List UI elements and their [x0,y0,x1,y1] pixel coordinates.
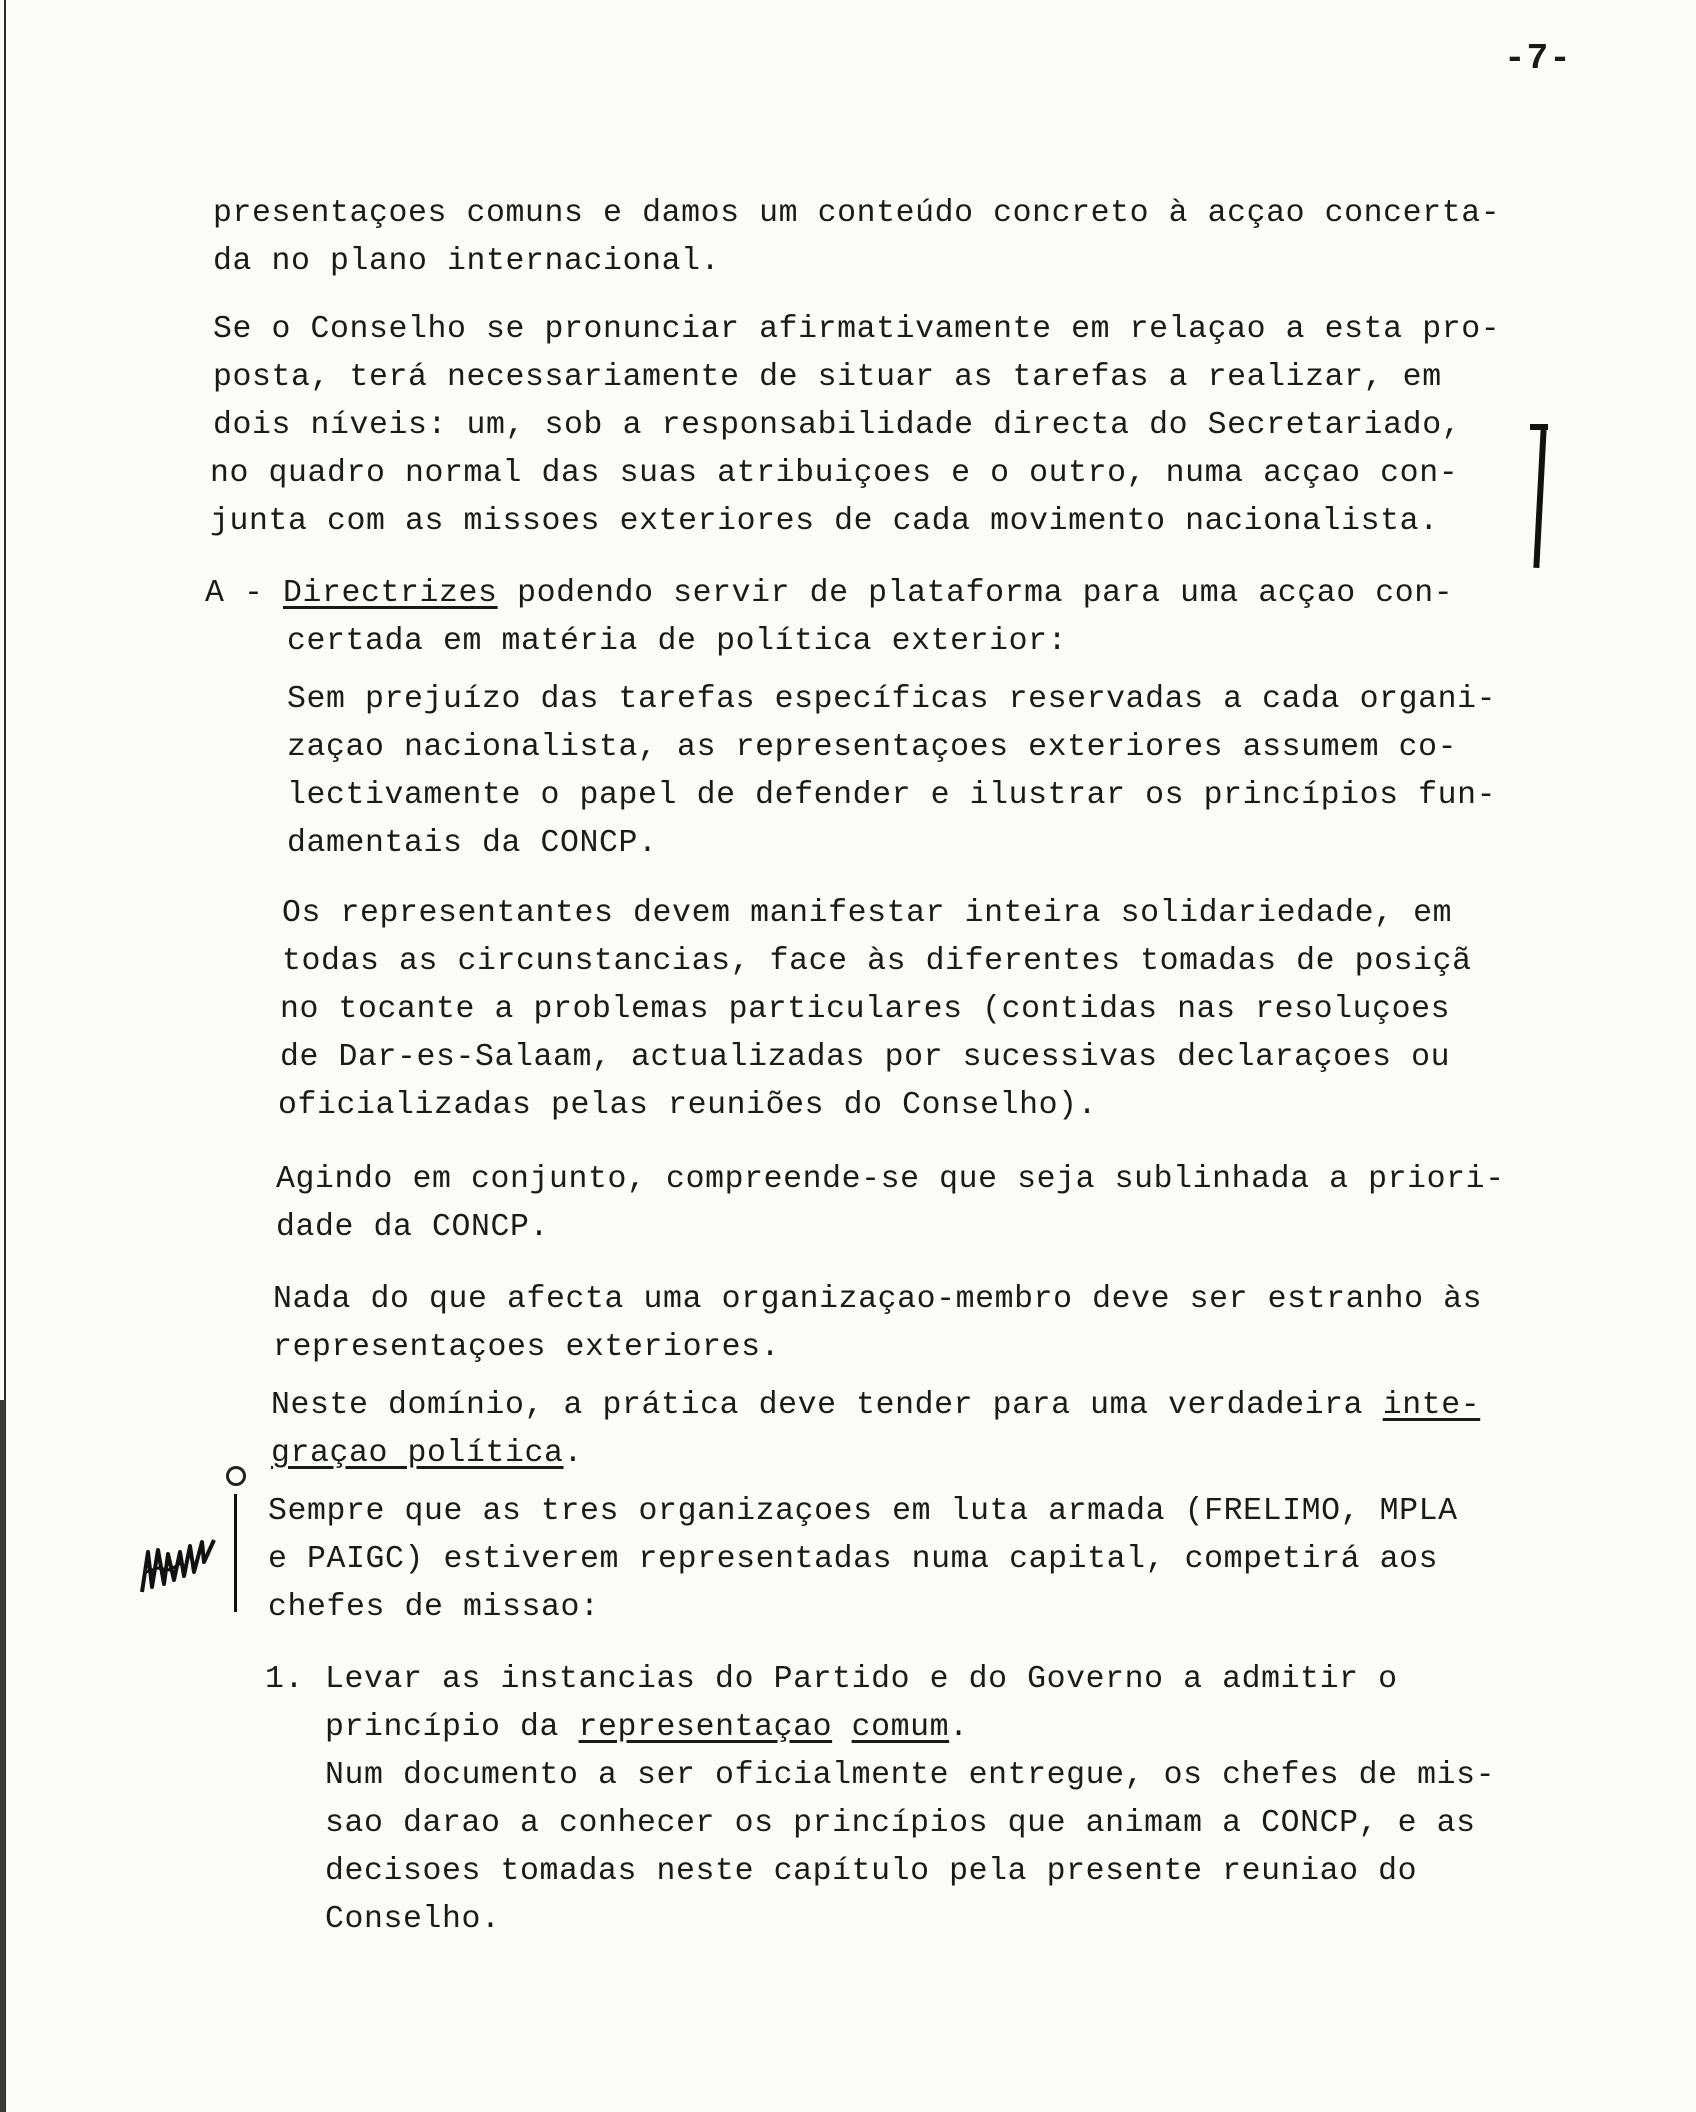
section-a-heading-rest: podendo servir de plataforma para uma acçao con- [497,576,1454,611]
underlined-text: representaçao [578,1710,833,1745]
paragraph-line: Sem prejuízo das tarefas específicas reservadas a cada organi- [287,682,1497,717]
list-item-line: sao darao a conhecer os princípios que animam a CONCP, e as [325,1806,1476,1841]
list-item-number: 1. [265,1662,305,1697]
paragraph-line: todas as circunstancias, face às diferentes tomadas de posiçã [282,944,1472,979]
paragraph-line: no quadro normal das suas atribuiçoes e o outro, numa acçao con- [210,456,1459,491]
intro-line: da no plano internacional. [213,244,721,279]
section-a-heading: Directrizes [283,576,498,611]
page-number: -7- [1504,38,1572,79]
section-a-heading-line [205,578,1453,610]
section-a-marker: A - [205,576,264,611]
text-span: . [949,1710,969,1745]
paragraph-line: lectivamente o papel de defender e ilustrar os princípios fun- [287,778,1497,813]
paragraph-line: posta, terá necessariamente de situar as tarefas a realizar, em [213,360,1442,395]
paragraph-line: junta com as missoes exteriores de cada movimento nacionalista. [210,504,1439,539]
paragraph-line: de Dar-es-Salaam, actualizadas por sucessivas declaraçoes ou [280,1040,1451,1075]
margin-vertical-mark [234,1494,237,1612]
handwritten-initials [138,1532,228,1602]
paragraph-line: representaçoes exteriores. [273,1330,781,1365]
paragraph-line: Os representantes devem manifestar inteira solidariedade, em [282,896,1453,931]
paragraph-line: Sempre que as tres organizaçoes em luta armada (FRELIMO, MPLA [268,1494,1458,1529]
paragraph-line: no tocante a problemas particulares (contidas nas resoluçoes [280,992,1451,1027]
underlined-text: graçao política [271,1436,564,1471]
paragraph-line: zaçao nacionalista, as representaçoes exteriores assumem co- [287,730,1458,765]
margin-bar-mark [1533,428,1546,568]
list-item-line: Levar as instancias do Partido e do Governo a admitir o [325,1662,1398,1697]
text-span [832,1710,852,1745]
underlined-text: comum [851,1710,950,1745]
list-item-line: decisoes tomadas neste capítulo pela presente reuniao do [325,1854,1418,1889]
paragraph-line: Agindo em conjunto, compreende-se que seja sublinhada a priori- [276,1162,1505,1197]
intro-line: presentaçoes comuns e damos um conteúdo concreto à acçao concerta- [213,196,1501,231]
list-item-line [325,1712,969,1744]
text-span: . [563,1436,584,1471]
text-span: Neste domínio, a prática deve tender para uma verdadeira [271,1388,1383,1423]
list-item-line: Conselho. [325,1902,501,1937]
scan-edge-shadow [0,1400,5,2112]
paragraph-line: oficializadas pelas reuniões do Conselho). [278,1088,1098,1123]
section-a-line: certada em matéria de política exterior: [287,624,1068,659]
paragraph-line: chefes de missao: [268,1590,600,1625]
list-item-line: Num documento a ser oficialmente entregue, os chefes de mis- [325,1758,1496,1793]
paragraph-line: dois níveis: um, sob a responsabilidade directa do Secretariado, [213,408,1462,443]
margin-circle-mark [226,1466,246,1486]
paragraph-line: e PAIGC) estiverem representadas numa capital, competirá aos [268,1542,1439,1577]
paragraph-line [271,1390,1480,1422]
text-span: princípio da [325,1710,579,1745]
paragraph-line: damentais da CONCP. [287,826,658,861]
paragraph-line: Se o Conselho se pronunciar afirmativamente em relaçao a esta pro- [213,312,1501,347]
paragraph-line: dade da CONCP. [276,1210,550,1245]
underlined-text: inte- [1382,1388,1481,1423]
margin-bar-cap [1530,424,1548,430]
paragraph-line [271,1438,583,1470]
paragraph-line: Nada do que afecta uma organizaçao-membro deve ser estranho às [273,1282,1483,1317]
